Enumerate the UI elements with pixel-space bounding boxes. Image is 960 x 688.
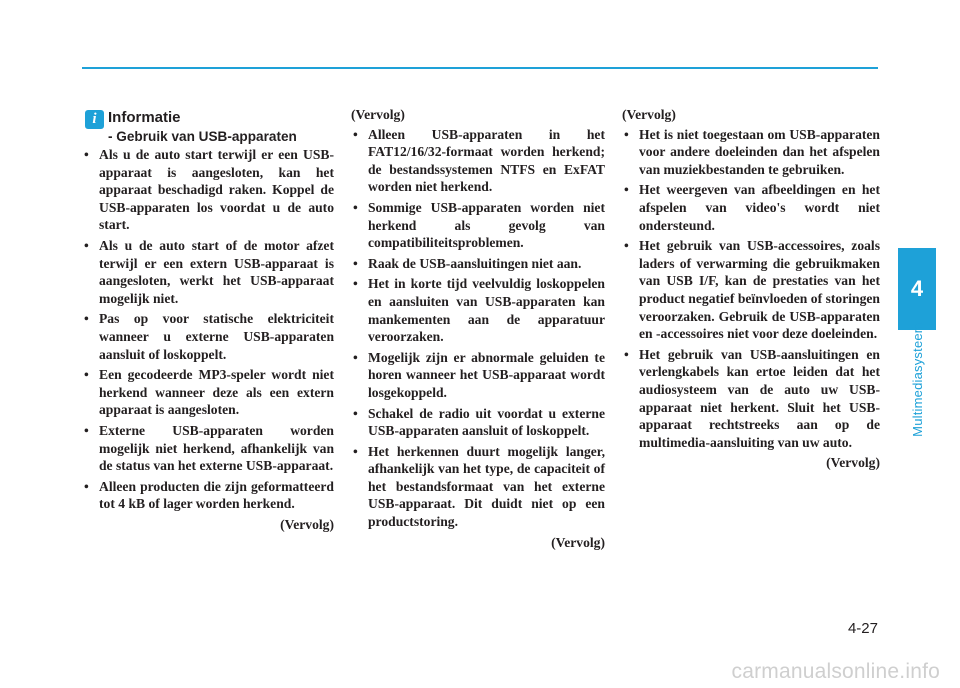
chapter-number: 4 xyxy=(910,276,924,301)
info-icon: i xyxy=(85,110,104,129)
list-item: • Schakel de radio uit voordat u externe USB-apparaten aansluit of loskoppelt. xyxy=(351,405,605,440)
list-item: • Sommige USB-apparaten worden niet herkend als gevolg van compatibiliteitsproblemen. xyxy=(351,199,605,252)
info-subtitle: - Gebruik van USB-apparaten xyxy=(108,129,297,144)
bullet-list xyxy=(622,126,880,452)
list-item: • Het in korte tijd veelvuldig loskoppelen en aansluiten van USB-apparaten kan mankementen aan de apparatuur veroorzaken. xyxy=(351,275,605,345)
chapter-title: Multimediasysteem xyxy=(909,321,925,437)
list-item: • Het gebruik van USB-aansluitingen en verlengkabels kan ertoe leiden dat het audiosysteem van de auto uw USB-apparaat niet herkent. Sluit het USB-apparaat rechtstreeks aan op de multimedia-aansluiting van uw auto. xyxy=(622,346,880,452)
chapter-label xyxy=(903,314,931,444)
list-item: • Het gebruik van USB-accessoires, zoals laders of verwarming die gebruikmaken van USB I/F, kan de prestaties van het product negatief beïnvloeden of storingen veroorzaken. Gebruik de USB-apparaten en -accessoires niet voor deze doeleinden. xyxy=(622,237,880,343)
list-item: • Als u de auto start of de motor afzet terwijl er een extern USB-apparaat is aangesloten, werkt het USB-apparaat mogelijk niet. xyxy=(82,237,334,307)
list-item: • Externe USB-apparaten worden mogelijk niet herkend, afhankelijk van de status van het externe USB-apparaat. xyxy=(82,422,334,475)
column-1 xyxy=(82,106,334,533)
continued-header: (Vervolg) xyxy=(622,107,676,122)
list-item: • Alleen producten die zijn geformatteerd tot 4 kB of lager worden herkend. xyxy=(82,478,334,513)
list-item: • Een gecodeerde MP3-speler wordt niet herkend wanneer deze als een extern apparaat is aangesloten. xyxy=(82,366,334,419)
list-item: • Het weergeven van afbeeldingen en het afspelen van video's wordt niet ondersteund. xyxy=(622,181,880,234)
bullet-list xyxy=(82,146,334,513)
list-item: • Mogelijk zijn er abnormale geluiden te horen wanneer het USB-apparaat wordt losgekoppeld. xyxy=(351,349,605,402)
column-3 xyxy=(622,106,880,472)
column-2 xyxy=(351,106,605,551)
continued-footer: (Vervolg) xyxy=(826,455,880,471)
list-item: • Als u de auto start terwijl er een USB-apparaat is aangesloten, kan het apparaat beschadigd raken. Koppel de USB-apparaten los voordat u de auto start. xyxy=(82,146,334,234)
list-item: • Pas op voor statische elektriciteit wanneer u externe USB-apparaten aansluit of loskoppelt. xyxy=(82,310,334,363)
continued-footer: (Vervolg) xyxy=(280,516,334,532)
list-item: • Raak de USB-aansluitingen niet aan. xyxy=(351,255,605,273)
list-item: • Het is niet toegestaan om USB-apparaten voor andere doeleinden dan het afspelen van muziekbestanden te gebruiken. xyxy=(622,126,880,179)
watermark: carmanualsonline.info xyxy=(731,660,940,683)
page-number: 4-27 xyxy=(847,620,878,637)
bullet-list xyxy=(351,126,605,531)
info-title: Informatie xyxy=(108,109,181,126)
continued-footer: (Vervolg) xyxy=(551,534,605,550)
info-heading xyxy=(82,106,334,146)
header-rule xyxy=(82,67,878,69)
list-item: • Alleen USB-apparaten in het FAT12/16/32-formaat worden herkend; de bestandssystemen NTFS en ExFAT worden niet herkend. xyxy=(351,126,605,196)
list-item: • Het herkennen duurt mogelijk langer, afhankelijk van het type, de capaciteit of het bestandsformaat van het externe USB-apparaat. Dit duidt niet op een productstoring. xyxy=(351,443,605,531)
continued-header: (Vervolg) xyxy=(351,107,405,122)
